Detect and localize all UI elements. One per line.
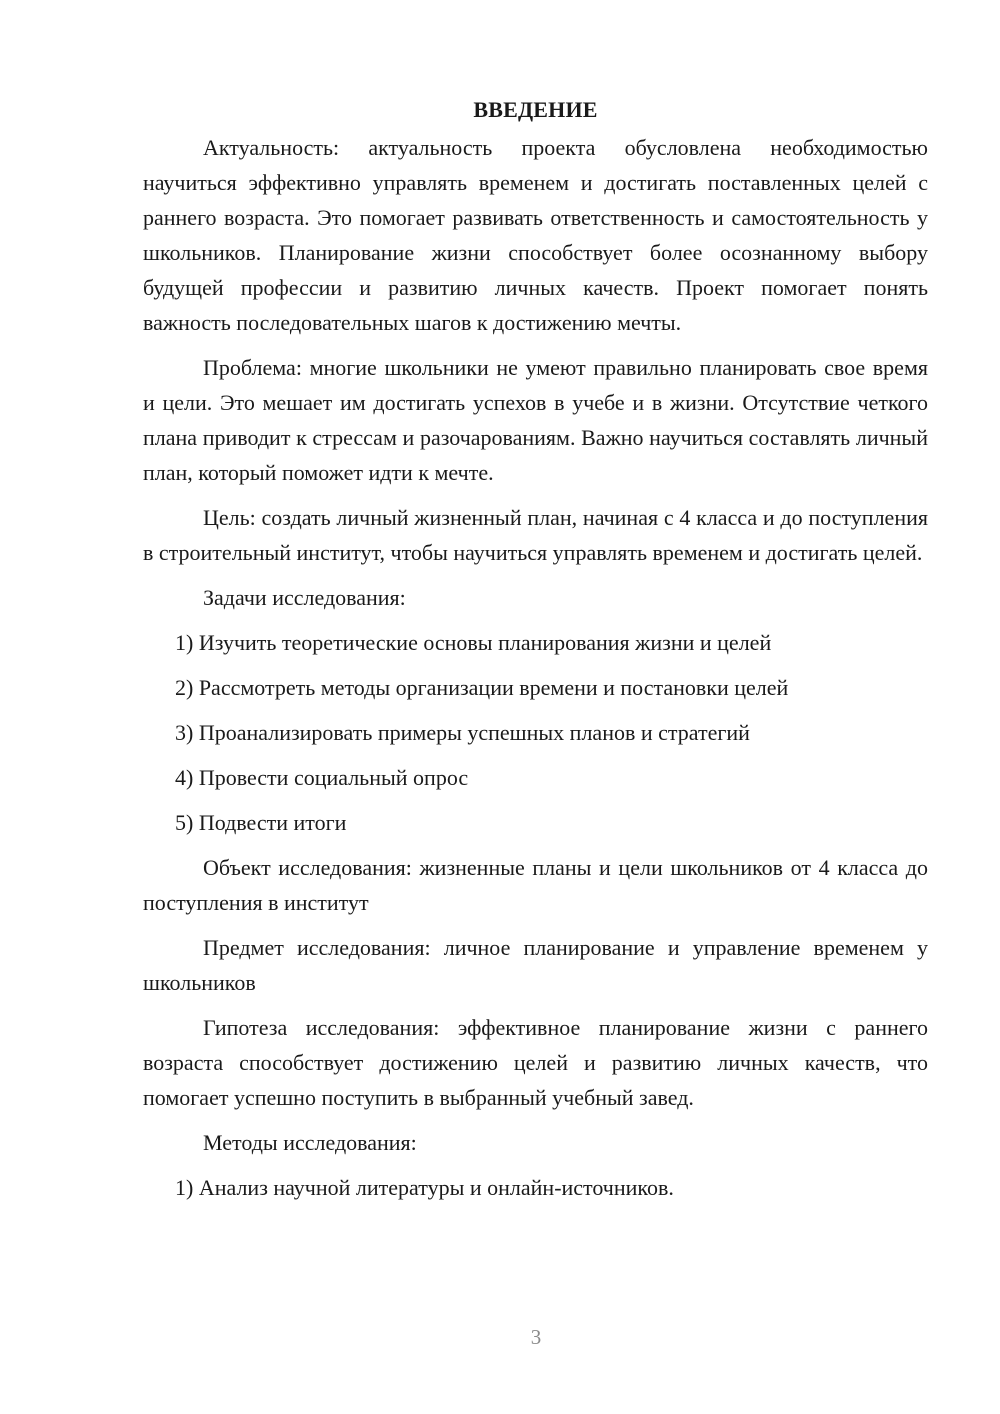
problem-paragraph: Проблема: многие школьники не умеют правильно планировать свое время и цели. Это мешает им достигать успехов в учебе и в жизни. Отсутствие четкого плана приводит к стрессам и разочарованиям. Важно научиться составлять личный план, который поможет идти к мечте. <box>143 355 928 485</box>
methods-list <box>143 1170 928 1205</box>
relevance-paragraph: Актуальность: актуальность проекта обусловлена необходимостью научиться эффективно управлять временем и достигать поставленных целей с раннего возраста. Это помогает развивать ответственность и самостоятельность у школьников. Планирование жизни способствует более осознанному выбору будущей профессии и развитию личных качеств. Проект помогает понять важность последовательных шагов к достижению мечты. <box>143 135 928 335</box>
tasks-list <box>143 625 928 840</box>
goal-paragraph: Цель: создать личный жизненный план, начиная с 4 класса и до поступления в строительный институт, чтобы научиться управлять временем и достигать целей. <box>143 505 928 565</box>
list-item: 5) Подвести итоги <box>175 810 347 835</box>
list-item: 2) Рассмотреть методы организации времени и постановки целей <box>175 675 789 700</box>
list-item: 4) Провести социальный опрос <box>175 765 469 790</box>
hypothesis-paragraph: Гипотеза исследования: эффективное планирование жизни с раннего возраста способствует достижению целей и развитию личных качеств, что помогает успешно поступить в выбранный учебный завед. <box>143 1015 928 1110</box>
object-paragraph: Объект исследования: жизненные планы и цели школьников от 4 класса до поступления в институт <box>143 855 928 915</box>
page-content <box>143 92 928 1215</box>
subject-paragraph: Предмет исследования: личное планирование и управление временем у школьников <box>143 935 928 995</box>
tasks-title: Задачи исследования: <box>203 585 406 610</box>
page-number: 3 <box>530 1325 542 1349</box>
list-item: 1) Анализ научной литературы и онлайн-источников. <box>175 1175 674 1200</box>
list-item: 1) Изучить теоретические основы планирования жизни и целей <box>175 630 772 655</box>
methods-title: Методы исследования: <box>203 1130 417 1155</box>
list-item: 3) Проанализировать примеры успешных планов и стратегий <box>175 720 750 745</box>
section-heading: ВВЕДЕНИЕ <box>473 97 598 122</box>
